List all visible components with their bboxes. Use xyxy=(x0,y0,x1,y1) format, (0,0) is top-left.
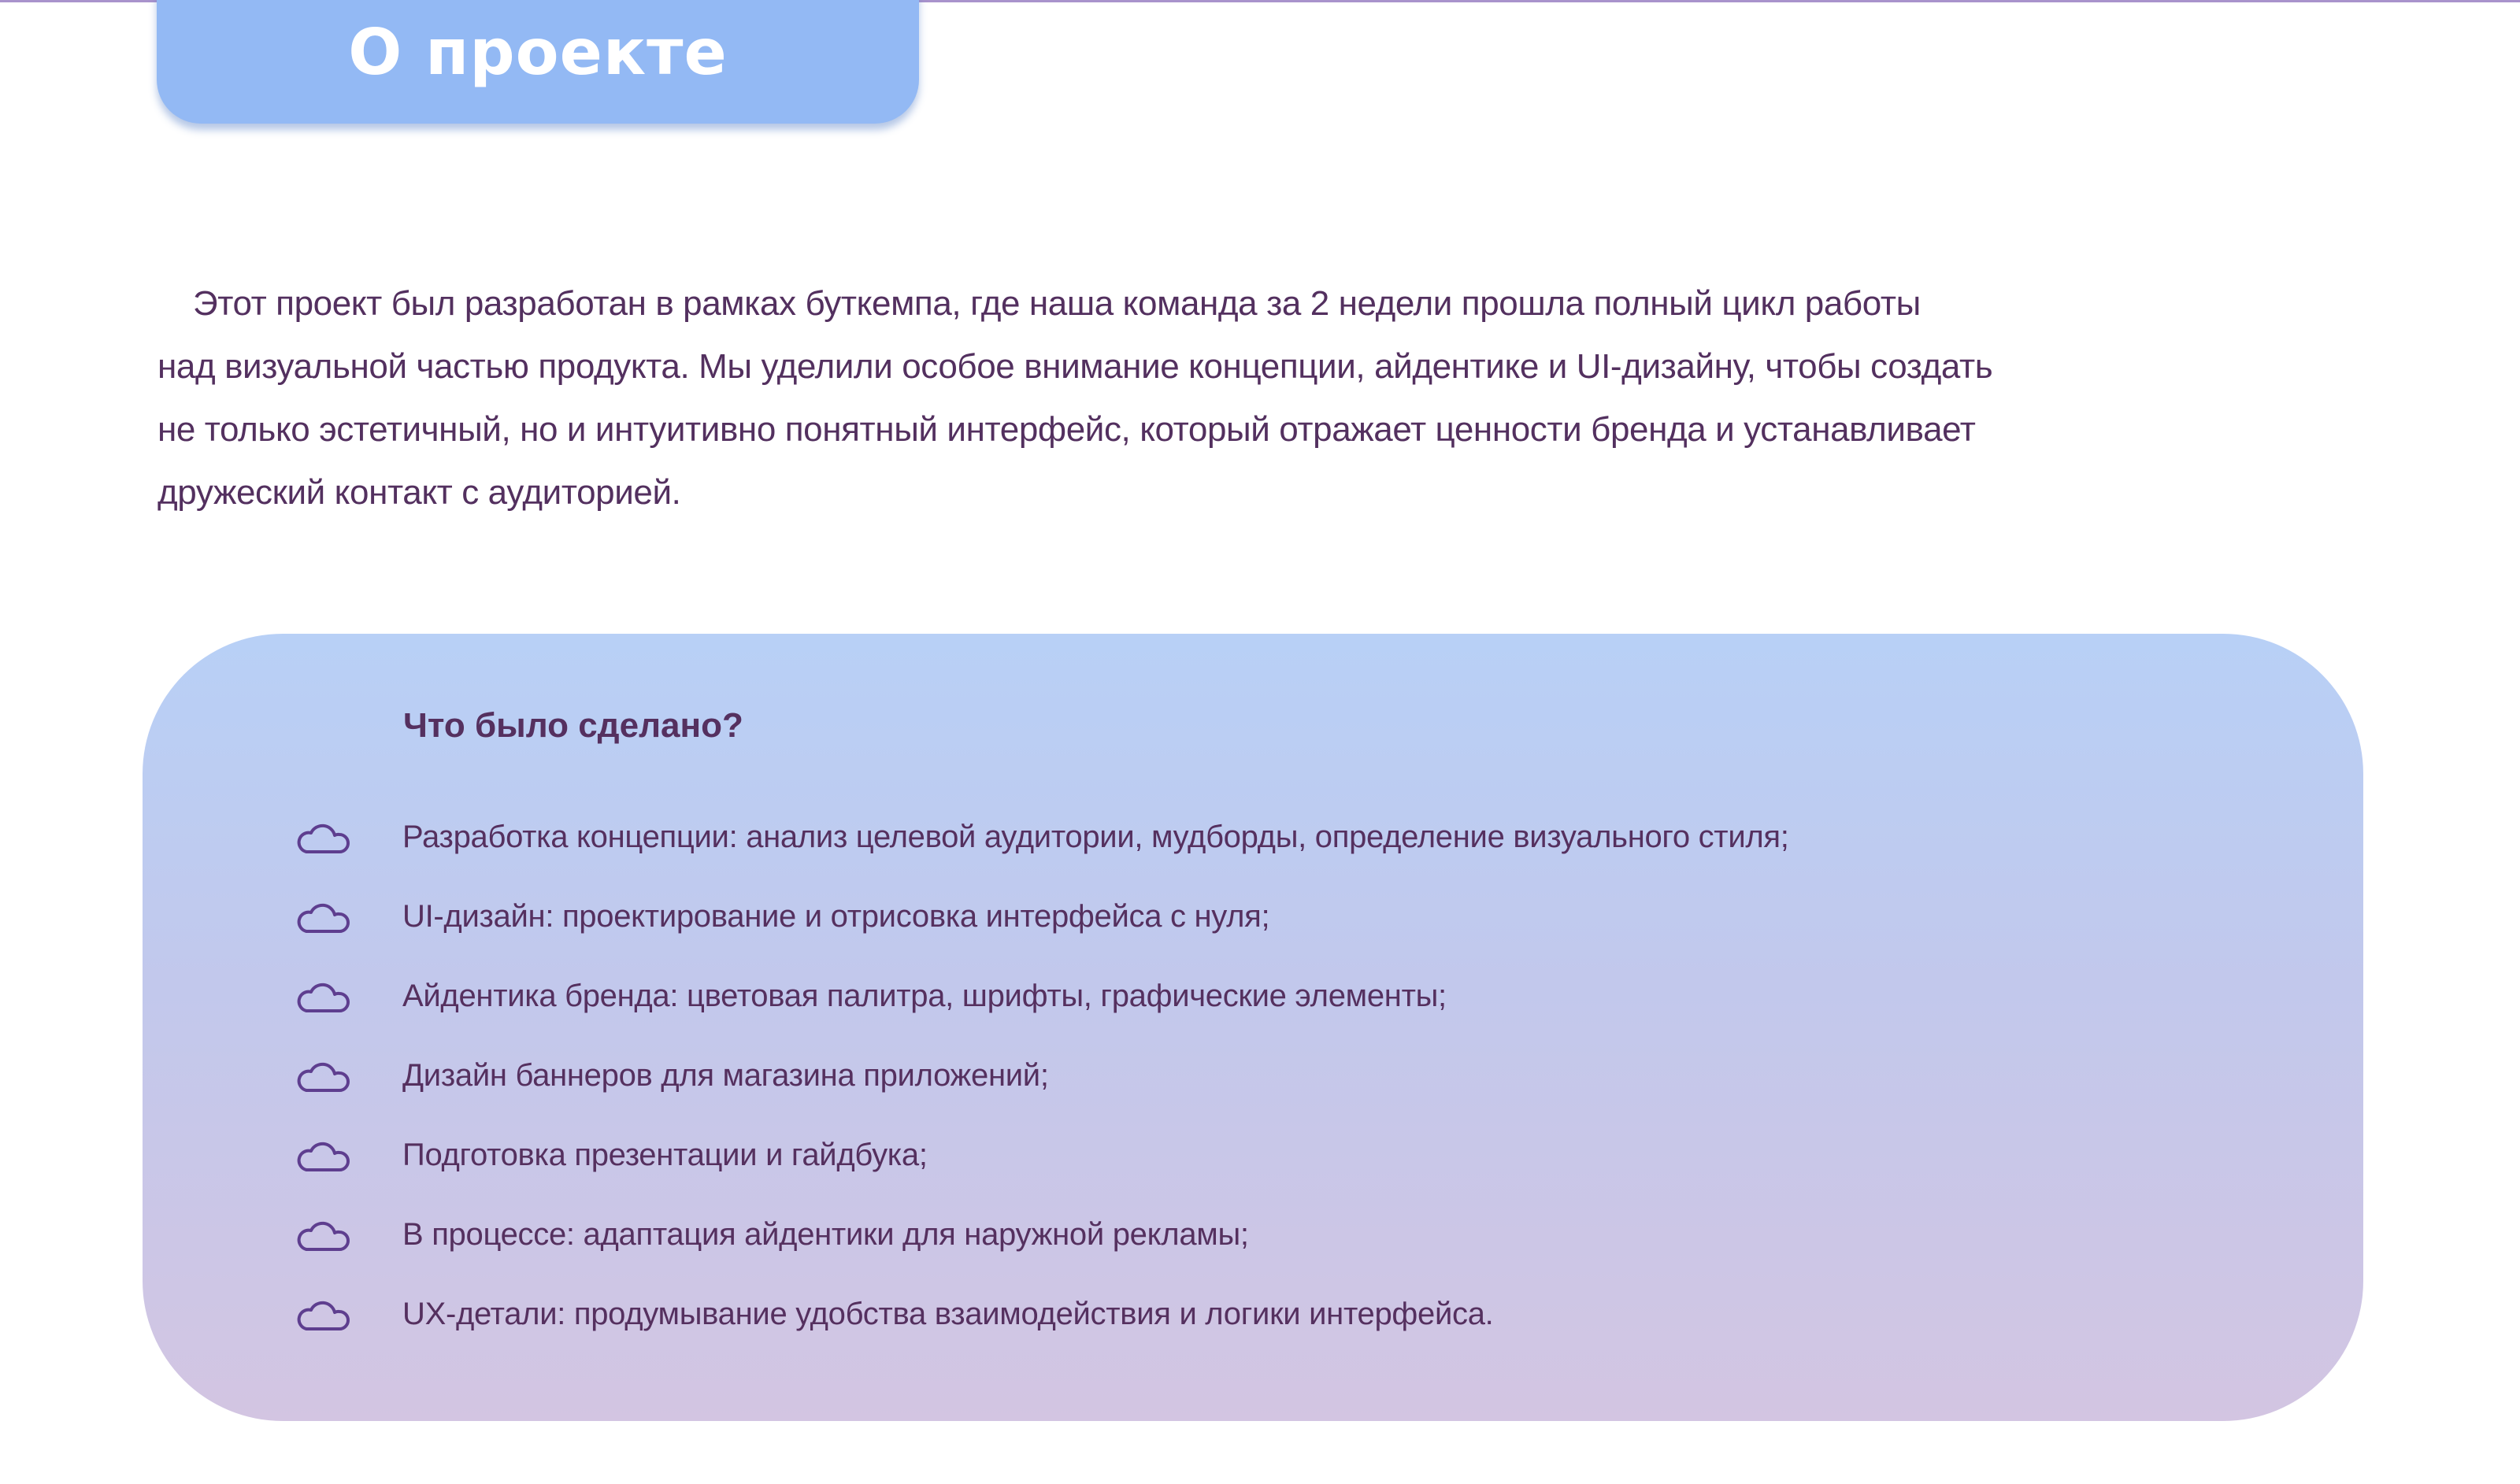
section-title: О проекте xyxy=(348,16,728,89)
list-item-text: В процессе: адаптация айдентики для наружной рекламы; xyxy=(402,1217,1249,1252)
list-item-text: Подготовка презентации и гайдбука; xyxy=(402,1138,928,1172)
cloud-icon xyxy=(295,978,350,1014)
list-item-text: Айдентика бренда: цветовая палитра, шрифты, графические элементы; xyxy=(402,979,1447,1013)
list-item xyxy=(295,893,1269,940)
list-item-text: Разработка концепции: анализ целевой аудитории, мудборды, определение визуального стиля; xyxy=(402,820,1789,854)
done-list xyxy=(143,634,2363,1421)
list-item xyxy=(295,1290,1493,1338)
cloud-icon xyxy=(295,819,350,855)
intro-line: Этот проект был разработан в рамках буткемпа, где наша команда за 2 недели прошла полный цикл работы xyxy=(193,284,1921,323)
cloud-icon xyxy=(295,1057,350,1094)
intro-paragraph xyxy=(158,272,2284,524)
section-title-badge xyxy=(157,0,919,124)
list-item xyxy=(295,1211,1249,1258)
cloud-icon xyxy=(295,898,350,934)
intro-line: над визуальной частью продукта. Мы уделили особое внимание концепции, айдентике и UI-дизайну, чтобы создать xyxy=(158,347,1993,386)
list-item xyxy=(295,1052,1049,1099)
list-item-text: UI-дизайн: проектирование и отрисовка интерфейса с нуля; xyxy=(402,899,1270,934)
cloud-icon xyxy=(295,1137,350,1173)
intro-line: дружеский контакт с аудиторией. xyxy=(158,473,681,512)
list-item xyxy=(295,1131,928,1179)
list-item xyxy=(295,813,1789,860)
cloud-icon xyxy=(295,1296,350,1332)
cloud-icon xyxy=(295,1216,350,1253)
card-heading: Что было сделано? xyxy=(403,706,743,745)
what-was-done-card xyxy=(143,634,2363,1421)
intro-line: не только эстетичный, но и интуитивно понятный интерфейс, который отражает ценности бренда и устанавливает xyxy=(158,410,1976,449)
list-item-text: UX-детали: продумывание удобства взаимодействия и логики интерфейса. xyxy=(402,1297,1494,1331)
list-item xyxy=(295,972,1447,1020)
list-item-text: Дизайн баннеров для магазина приложений; xyxy=(402,1058,1049,1093)
